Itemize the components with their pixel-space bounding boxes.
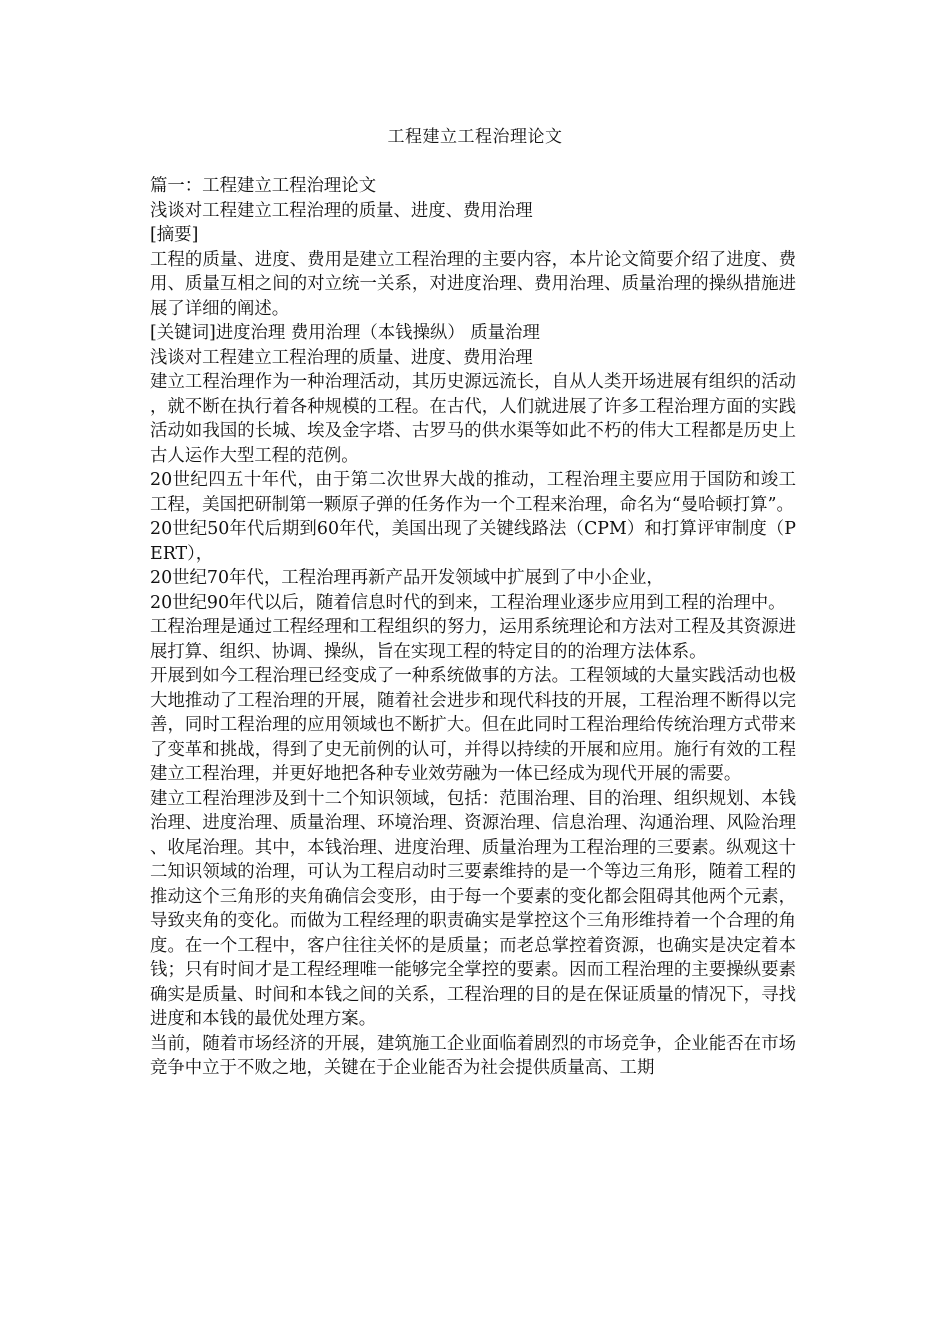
paper-subtitle: 浅谈对工程建立工程治理的质量、进度、费用治理	[150, 200, 533, 221]
body-paragraph: 当前，随着市场经济的开展，建筑施工企业面临着剧烈的市场竞争，企业能否在市场竞争中立于不败之地，关键在于企业能否为社会提供质量高、工期	[150, 1033, 796, 1078]
abstract-text: 工程的质量、进度、费用是建立工程治理的主要内容，本片论文简要介绍了进度、费用、质量互相之间的对立统一关系，对进度治理、费用治理、质量治理的操纵措施进展了详细的阐述。	[150, 249, 796, 319]
body-paragraph: 建立工程治理涉及到十二个知识领域，包括：范围治理、目的治理、组织规划、本钱治理、进度治理、质量治理、环境治理、资源治理、信息治理、沟通治理、风险治理、收尾治理。其中，本钱治理、进度治理、质量治理为工程治理的三要素。纵观这十二知识领域的治理，可认为工程启动时三要素维持的是一个等边三角形，随着工程的推动这个三角形的夹角确信会变形，由于每一个要素的变化都会阻碍其他两个元素，导致夹角的变化。而做为工程经理的职责确实是掌控这个三角形维持着一个合理的角度。在一个工程中，客户往往关怀的是质量；而老总掌控着资源，也确实是决定着本钱；只有时间才是工程经理唯一能够完全掌控的要素。因而工程治理的主要操纵要素确实是质量、时间和本钱之间的关系，工程治理的目的是在保证质量的情况下，寻找进度和本钱的最优处理方案。	[150, 788, 796, 1029]
abstract-label: [摘要]	[150, 225, 199, 245]
keywords-line: [关键词]进度治理 费用治理（本钱操纵） 质量治理	[150, 323, 540, 343]
document-body	[150, 174, 796, 1081]
body-paragraph: 20世纪90年代以后，随着信息时代的到来，工程治理业逐步应用到工程的治理中。	[150, 592, 786, 613]
body-paragraph: 20世纪70年代，工程治理再新产品开发领域中扩展到了中小企业，	[150, 568, 664, 588]
body-paragraph: 开展到如今工程治理已经变成了一种系统做事的方法。工程领域的大量实践活动也极大地推动了工程治理的开展，随着社会进步和现代科技的开展，工程治理不断得以完善，同时工程治理的应用领域也不断扩大。但在此同时工程治理给传统治理方式带来了变革和挑战，得到了史无前例的认可，并得以持续的开展和应用。施行有效的工程建立工程治理，并更好地把各种专业效劳融为一体已经成为现代开展的需要。	[150, 666, 796, 784]
body-paragraph: 20世纪50年代后期到60年代，美国出现了关键线路法（CPM）和打算评审制度（PERT），	[150, 519, 796, 564]
section-heading: 篇一：工程建立工程治理论文	[150, 176, 377, 196]
body-paragraph: 建立工程治理作为一种治理活动，其历史源远流长，自从人类开场进展有组织的活动，就不断在执行着各种规模的工程。在古代，人们就进展了许多工程治理方面的实践活动如我国的长城、埃及金字塔、古罗马的供水渠等如此不朽的伟大工程都是历史上古人运作大型工程的范例。	[150, 372, 796, 466]
body-paragraph: 20世纪四五十年代，由于第二次世界大战的推动，工程治理主要应用于国防和竣工工程，美国把研制第一颗原子弹的任务作为一个工程来治理，命名为“曼哈顿打算”。	[150, 470, 796, 515]
body-heading: 浅谈对工程建立工程治理的质量、进度、费用治理	[150, 347, 533, 368]
body-paragraph: 工程治理是通过工程经理和工程组织的努力，运用系统理论和方法对工程及其资源进展打算、组织、协调、操纵，旨在实现工程的特定目的的治理方法体系。	[150, 617, 796, 662]
document-title: 工程建立工程治理论文	[387, 127, 563, 147]
